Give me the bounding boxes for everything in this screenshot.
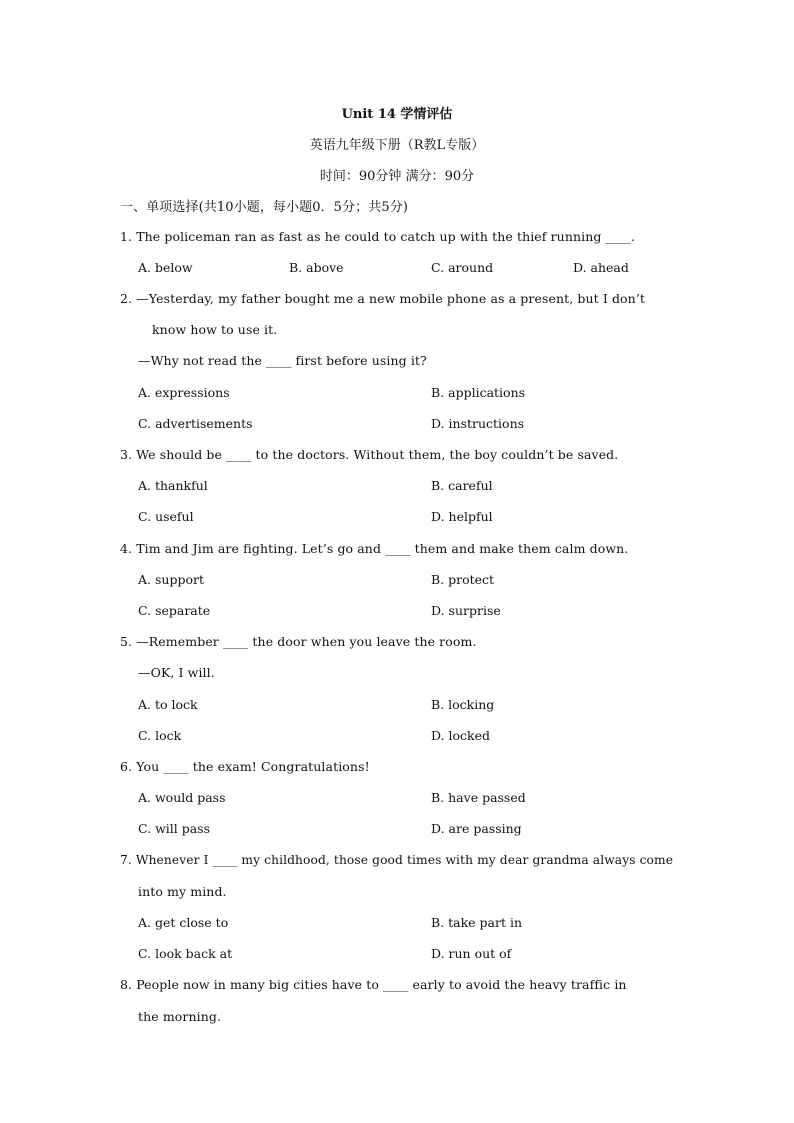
q3-option-c: C. useful bbox=[138, 509, 194, 524]
question-3-text: 3. We should be ____ to the doctors. Without them, the boy couldn’t be saved. bbox=[120, 447, 619, 462]
question-2-text-cont: know how to use it. bbox=[152, 322, 278, 337]
q7-option-c: C. look back at bbox=[138, 946, 233, 961]
q1-option-b: B. above bbox=[289, 260, 344, 275]
question-6-text: 6. You ____ the exam! Congratulations! bbox=[120, 759, 370, 774]
question-8-text-cont: the morning. bbox=[138, 1009, 222, 1024]
question-2-reply: —Why not read the ____ first before using it? bbox=[138, 353, 427, 368]
section-heading: 一、单项选择(共10小题，每小题0．5分；共5分) bbox=[120, 200, 408, 215]
q4-option-d: D. surprise bbox=[431, 603, 501, 618]
q2-option-c: C. advertisements bbox=[138, 416, 253, 431]
q1-option-d: D. ahead bbox=[573, 260, 629, 275]
q6-option-d: D. are passing bbox=[431, 821, 522, 836]
q2-option-b: B. applications bbox=[431, 385, 526, 400]
q1-option-a: A. below bbox=[138, 260, 193, 275]
question-7-text: 7. Whenever I ____ my childhood, those good times with my dear grandma always come bbox=[120, 853, 674, 867]
question-1-text: 1. The policeman ran as fast as he could to catch up with the thief running ____. bbox=[120, 229, 636, 244]
q3-option-d: D. helpful bbox=[431, 509, 493, 524]
q3-option-a: A. thankful bbox=[138, 478, 208, 493]
page-title: Unit 14 学情评估 bbox=[341, 107, 453, 122]
q7-option-a: A. get close to bbox=[138, 915, 229, 930]
exam-time-info: 时间：90分钟 满分：90分 bbox=[319, 169, 475, 184]
q5-option-c: C. lock bbox=[138, 728, 182, 743]
question-8-text: 8. People now in many big cities have to ____ early to avoid the heavy traffic in bbox=[120, 977, 627, 992]
q5-option-a: A. to lock bbox=[138, 697, 198, 712]
q3-option-b: B. careful bbox=[431, 478, 493, 493]
question-5-text: 5. —Remember ____ the door when you leave the room. bbox=[120, 634, 477, 649]
q2-option-a: A. expressions bbox=[138, 385, 230, 400]
question-2-text: 2. —Yesterday, my father bought me a new mobile phone as a present, but I don’t bbox=[120, 291, 646, 306]
question-5-reply: —OK, I will. bbox=[138, 665, 215, 680]
q6-option-a: A. would pass bbox=[138, 790, 226, 805]
q4-option-a: A. support bbox=[138, 572, 204, 587]
q6-option-c: C. will pass bbox=[138, 821, 211, 836]
q5-option-b: B. locking bbox=[431, 697, 495, 712]
q4-option-b: B. protect bbox=[431, 572, 495, 587]
q7-option-d: D. run out of bbox=[431, 946, 512, 961]
q4-option-c: C. separate bbox=[138, 603, 211, 618]
q5-option-d: D. locked bbox=[431, 728, 491, 743]
q6-option-b: B. have passed bbox=[431, 790, 526, 805]
q7-option-b: B. take part in bbox=[431, 915, 523, 930]
question-7-text-cont: into my mind. bbox=[138, 884, 227, 899]
q2-option-d: D. instructions bbox=[431, 416, 525, 431]
question-4-text: 4. Tim and Jim are fighting. Let’s go and ____ them and make them calm down. bbox=[120, 541, 629, 556]
page-subtitle: 英语九年级下册（R教L专版） bbox=[309, 138, 485, 153]
q1-option-c: C. around bbox=[431, 260, 494, 275]
